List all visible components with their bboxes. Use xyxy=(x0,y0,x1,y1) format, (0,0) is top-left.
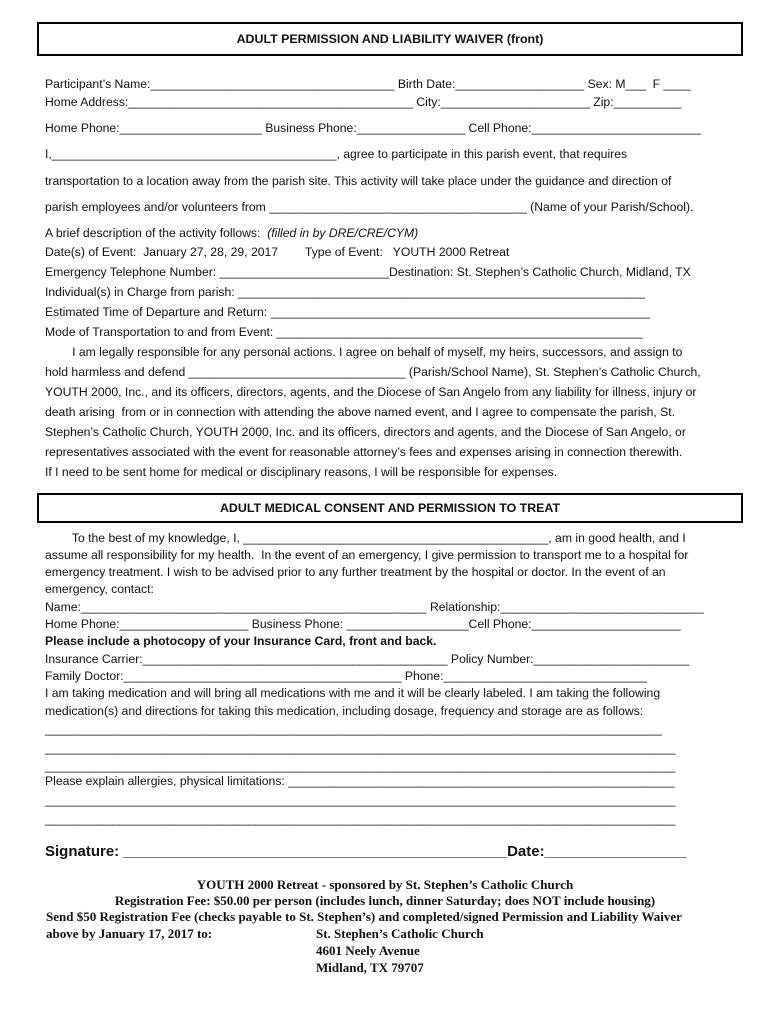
medical-line-2: assume all responsibility for my health. In the event of an emergency, I give permission to transport me to a hospital for xyxy=(45,548,689,562)
medication-line-2: medication(s) and directions for taking this medication, including dosage, frequency and storage are as follows: xyxy=(45,704,644,718)
transportation-line: transportation to a location away from the parish site. This activity will take place under the guidance and direction of xyxy=(45,174,672,188)
liability-line-7: If I need to be sent home for medical or disciplinary reasons, I will be responsible for expenses. xyxy=(45,465,558,479)
signature-line: Signature: ______________________________________________Date:_________________ xyxy=(45,843,687,860)
allergies-blank-2: _____________________________________________________________________________________________ xyxy=(45,812,676,826)
in-charge-line: Individual(s) in Charge from parish: ____________________________________________________________ xyxy=(45,285,645,299)
transport-line: Mode of Transportation to and from Event: ______________________________________________________ xyxy=(45,325,643,339)
footer-fee: Registration Fee: $50.00 per person (includes lunch, dinner Saturday; does NOT include housing) xyxy=(114,893,656,908)
agree-line: I,__________________________________________, agree to participate in this parish event, that requires xyxy=(45,147,628,161)
allergies-line: Please explain allergies, physical limitations: _________________________________________________________ xyxy=(45,774,675,788)
participant-name-line: Participant’s Name:____________________________________ Birth Date:___________________ Sex: M___ F ____ xyxy=(45,77,691,91)
footer-sponsor: YOUTH 2000 Retreat - sponsored by St. Stephen’s Catholic Church xyxy=(196,877,574,892)
liability-line-3: YOUTH 2000, Inc., and its officers, directors, agents, and the Diocese of San Angelo from any liability for illness, injury or xyxy=(45,385,697,399)
medical-title-box xyxy=(37,493,743,523)
footer-send: Send $50 Registration Fee (checks payable to St. Stephen’s) and completed/signed Permission and Liability Waiver xyxy=(46,909,682,924)
emergency-phone-line: Emergency Telephone Number: _________________________Destination: St. Stephen’s Catholic Church, Midland, TX xyxy=(45,265,691,279)
allergies-blank-1: _____________________________________________________________________________________________ xyxy=(45,793,676,807)
footer-deadline: above by January 17, 2017 to: xyxy=(46,926,213,941)
contact-name-line: Name:___________________________________________________ Relationship:______________________________ xyxy=(45,600,704,614)
liability-line-2: hold harmless and defend ________________________________ (Parish/School Name), St. Stephen’s Catholic Church, xyxy=(45,365,701,379)
event-dates-line: Date(s) of Event: January 27, 28, 29, 2017 Type of Event: YOUTH 2000 Retreat xyxy=(45,245,510,259)
medical-title: ADULT MEDICAL CONSENT AND PERMISSION TO TREAT xyxy=(219,501,561,515)
footer-address-city: Midland, TX 79707 xyxy=(316,960,424,975)
medication-blank-1: ___________________________________________________________________________________________ xyxy=(45,722,662,736)
medical-line-4: emergency, contact: xyxy=(45,582,154,596)
activity-description-label: A brief description of the activity follows: xyxy=(45,226,268,240)
medication-blank-2: _____________________________________________________________________________________________ xyxy=(45,741,676,755)
activity-description-note: (filled in by DRE/CRE/CYM) xyxy=(267,226,419,240)
medical-line-3: emergency treatment. I wish to be advised prior to any further treatment by the hospital or doctor. In the event of an xyxy=(45,565,666,579)
liability-line-6: representatives associated with the event for reasonable attorney’s fees and expenses arising in connection therewith. xyxy=(45,445,683,459)
liability-line-4: death arising from or in connection with attending the above named event, and I agree to compensate the parish, St. xyxy=(45,405,676,419)
medical-line-1: To the best of my knowledge, I, _____________________________________________, am in good health, and I xyxy=(45,531,686,545)
phone-line: Home Phone:_____________________ Business Phone:________________ Cell Phone:_________________________ xyxy=(45,121,702,135)
medication-blank-3: _____________________________________________________________________________________________ xyxy=(45,759,676,773)
departure-line: Estimated Time of Departure and Return: ________________________________________________________ xyxy=(45,305,651,319)
footer-address-name: St. Stephen’s Catholic Church xyxy=(316,926,484,941)
insurance-carrier-line: Insurance Carrier:_____________________________________________ Policy Number:_______________________ xyxy=(45,652,690,666)
footer-address-street: 4601 Neely Avenue xyxy=(316,943,420,958)
waiver-title: ADULT PERMISSION AND LIABILITY WAIVER (front) xyxy=(236,32,544,46)
waiver-title-box xyxy=(37,22,743,56)
medication-line-1: I am taking medication and will bring all medications with me and it will be clearly labeled. I am taking the following xyxy=(45,686,661,700)
home-address-line: Home Address:__________________________________________ City:______________________ Zip:__________ xyxy=(45,95,682,109)
family-doctor-line: Family Doctor:_________________________________________ Phone:______________________________ xyxy=(45,669,647,683)
parish-volunteers-line: parish employees and/or volunteers from ______________________________________ (Name of your Parish/School). xyxy=(45,200,694,214)
contact-phone-line: Home Phone:___________________ Business Phone: __________________Cell Phone:______________________ xyxy=(45,617,681,631)
activity-description-line xyxy=(45,225,418,242)
liability-line-5: Stephen’s Catholic Church, YOUTH 2000, Inc. and its officers, directors and agents, and the Diocese of San Angelo, or xyxy=(45,425,686,439)
liability-line-1: I am legally responsible for any personal actions. I agree on behalf of myself, my heirs, successors, and assign to xyxy=(45,345,683,359)
insurance-card-note: Please include a photocopy of your Insurance Card, front and back. xyxy=(45,634,437,648)
